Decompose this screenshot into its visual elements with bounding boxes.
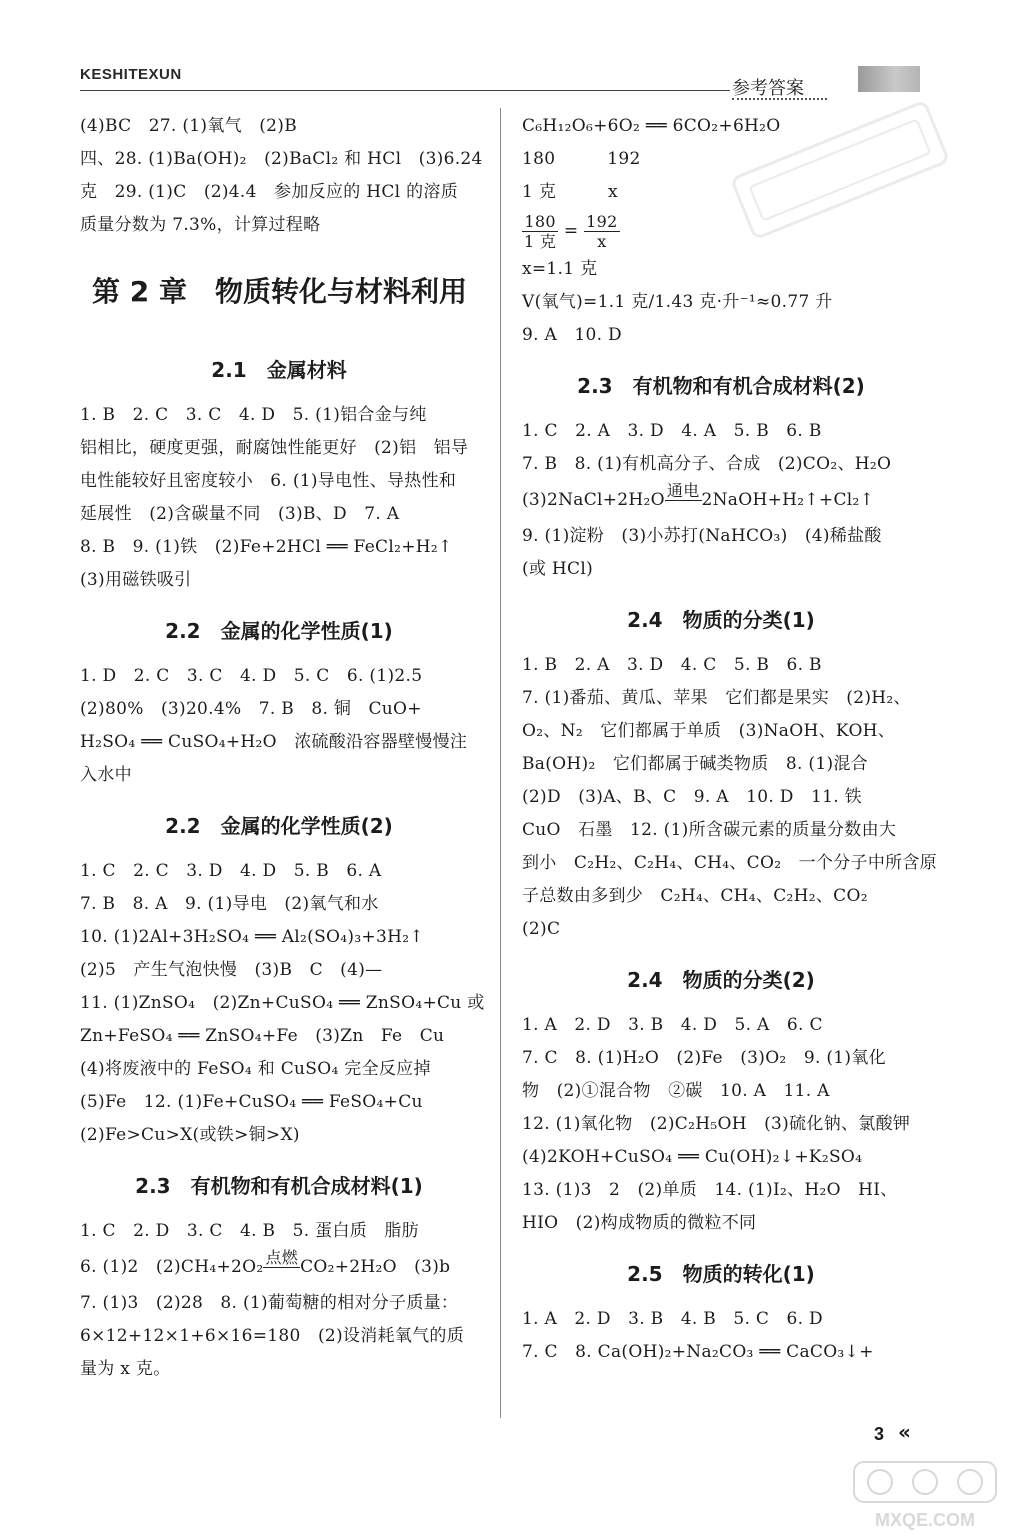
answer-line: 10. (1)2Al+3H₂SO₄ ══ Al₂(SO₄)₃+3H₂↑ — [80, 927, 424, 947]
chapter-title: 第 2 章 物质转化与材料利用 — [92, 275, 467, 308]
answer-line: 1. C 2. D 3. C 4. B 5. 蛋白质 脂肪 — [80, 1221, 419, 1241]
equals-sign: = — [563, 221, 579, 241]
answer-line: 质量分数为 7.3%，计算过程略 — [80, 215, 321, 235]
answer-line: 1. B 2. A 3. D 4. C 5. B 6. B — [522, 655, 822, 675]
answer-line: 到小 C₂H₂、C₂H₄、CH₄、CO₂ 一个分子中所含原 — [522, 853, 938, 873]
denominator: x — [597, 232, 607, 251]
answer-line: 量为 x 克。 — [80, 1359, 171, 1379]
answer-line: (2)C — [522, 919, 561, 939]
answer-line: 延展性 (2)含碳量不同 (3)B、D 7. A — [80, 504, 400, 524]
answer-line: (4)BC 27. (1)氧气 (2)B — [80, 116, 297, 136]
svg-text:MXQE.COM: MXQE.COM — [874, 1510, 976, 1530]
answer-line: 7. C 8. (1)H₂O (2)Fe (3)O₂ 9. (1)氧化 — [522, 1048, 886, 1068]
answer-line: 9. A 10. D — [522, 325, 622, 345]
section-heading: 2.2 金属的化学性质(1) — [165, 619, 393, 643]
answer-line: Zn+FeSO₄ ══ ZnSO₄+Fe (3)Zn Fe Cu — [80, 1026, 445, 1046]
answer-line: 铝相比，硬度更强，耐腐蚀性能更好 (2)铝 铝导 — [80, 438, 469, 458]
answer-line: x=1.1 克 — [522, 259, 598, 279]
header-rule — [80, 90, 730, 91]
answer-line: (2)80% (3)20.4% 7. B 8. 铜 CuO+ — [80, 699, 422, 719]
answer-line: (或 HCl) — [522, 559, 594, 579]
proportion-line — [522, 209, 920, 253]
left-column — [80, 110, 485, 1386]
answer-line: 6×12+12×1+6×16=180 (2)设消耗氧气的质 — [80, 1326, 465, 1346]
answer-line: 1. C 2. C 3. D 4. D 5. B 6. A — [80, 861, 382, 881]
answer-line: (3)用磁铁吸引 — [80, 570, 192, 590]
answer-line: O₂、N₂ 它们都属于单质 (3)NaOH、KOH、 — [522, 721, 896, 741]
denominator: 1 克 — [524, 232, 557, 251]
double-chevron-left-icon: « — [898, 1420, 911, 1444]
numerator: 192 — [586, 212, 618, 231]
answer-line: 1. A 2. D 3. B 4. D 5. A 6. C — [522, 1015, 823, 1035]
answer-line: V(氧气)=1.1 克/1.43 克·升⁻¹≈0.77 升 — [522, 292, 833, 312]
answer-line: 7. (1)3 (2)28 8. (1)葡萄糖的相对分子质量： — [80, 1293, 459, 1313]
watermark-logo — [850, 1458, 1000, 1534]
right-column — [522, 110, 938, 1369]
answer-line: 1. B 2. C 3. C 4. D 5. (1)铝合金与纯 — [80, 405, 427, 425]
answer-line: 12. (1)氧化物 (2)C₂H₅OH (3)硫化钠、氯酸钾 — [522, 1114, 911, 1134]
answer-line: (4)2KOH+CuSO₄ ══ Cu(OH)₂↓+K₂SO₄ — [522, 1147, 863, 1167]
brand-label: KESHITEXUN — [80, 66, 182, 83]
answer-line: Ba(OH)₂ 它们都属于碱类物质 8. (1)混合 — [522, 754, 868, 774]
answer-line: 180 192 — [522, 149, 641, 169]
answer-line: HIO (2)构成物质的微粒不同 — [522, 1213, 757, 1233]
section-heading: 2.3 有机物和有机合成材料(2) — [577, 374, 865, 398]
answer-line: 7. B 8. A 9. (1)导电 (2)氧气和水 — [80, 894, 379, 914]
condition-blank — [665, 501, 702, 520]
answer-line: 1. A 2. D 3. B 4. B 5. C 6. D — [522, 1309, 823, 1329]
answer-line — [522, 481, 920, 520]
reaction-condition — [665, 481, 702, 520]
answer-line: 8. B 9. (1)铁 (2)Fe+2HCl ══ FeCl₂+H₂↑ — [80, 537, 453, 557]
page-number: 3 — [874, 1424, 885, 1444]
answer-line: 子总数由多到少 C₂H₄、CH₄、C₂H₂、CO₂ — [522, 886, 868, 906]
fraction-left — [522, 212, 558, 251]
answer-line: 11. (1)ZnSO₄ (2)Zn+CuSO₄ ══ ZnSO₄+Cu 或 — [80, 993, 485, 1013]
section-heading: 2.5 物质的转化(1) — [627, 1262, 815, 1286]
answer-line: 7. (1)番茄、黄瓜、苹果 它们都是果实 (2)H₂、 — [522, 688, 911, 708]
answer-line: 克 29. (1)C (2)4.4 参加反应的 HCl 的溶质 — [80, 182, 459, 202]
answer-line: (5)Fe 12. (1)Fe+CuSO₄ ══ FeSO₄+Cu — [80, 1092, 423, 1112]
answer-line: CuO 石墨 12. (1)所含碳元素的质量分数由大 — [522, 820, 897, 840]
answer-line: (2)Fe>Cu>X(或铁>铜>X) — [80, 1125, 300, 1145]
section-heading: 2.2 金属的化学性质(2) — [165, 814, 393, 838]
section-heading: 2.4 物质的分类(1) — [627, 608, 815, 632]
answer-line: 1 克 x — [522, 182, 618, 202]
answer-line: 物 (2)①混合物 ②碳 10. A 11. A — [522, 1081, 830, 1101]
fraction-right — [584, 212, 619, 251]
section-heading: 2.3 有机物和有机合成材料(1) — [135, 1174, 423, 1198]
section-heading: 2.4 物质的分类(2) — [627, 968, 815, 992]
answer-line: H₂SO₄ ══ CuSO₄+H₂O 浓硫酸沿容器壁慢慢注 — [80, 732, 468, 752]
answer-line: 1. D 2. C 3. C 4. D 5. C 6. (1)2.5 — [80, 666, 423, 686]
equation-left: (3)2NaCl+2H₂O — [522, 490, 665, 510]
answer-line — [80, 1248, 478, 1287]
answer-line: 7. C 8. Ca(OH)₂+Na₂CO₃ ══ CaCO₃↓+ — [522, 1342, 874, 1362]
answer-line: 13. (1)3 2 (2)单质 14. (1)I₂、H₂O HI、 — [522, 1180, 898, 1200]
answer-line: C₆H₁₂O₆+6O₂ ══ 6CO₂+6H₂O — [522, 116, 781, 136]
answer-line: (4)将废液中的 FeSO₄ 和 CuSO₄ 完全反应掉 — [80, 1059, 431, 1079]
column-divider — [500, 108, 501, 1418]
answer-line: (2)5 产生气泡快慢 (3)B C (4)— — [80, 960, 383, 980]
answer-line: 电性能较好且密度较小 6. (1)导电性、导热性和 — [80, 471, 457, 491]
dotted-rule — [732, 98, 827, 100]
equation-right: CO₂+2H₂O (3)b — [300, 1257, 451, 1277]
section-heading: 2.1 金属材料 — [211, 358, 347, 382]
page-header — [80, 62, 930, 102]
equation-right: 2NaOH+H₂↑+Cl₂↑ — [701, 490, 875, 510]
answer-line: 1. C 2. A 3. D 4. A 5. B 6. B — [522, 421, 822, 441]
answer-line: 四、28. (1)Ba(OH)₂ (2)BaCl₂ 和 HCl (3)6.24 — [80, 149, 483, 169]
answer-line: 7. B 8. (1)有机高分子、合成 (2)CO₂、H₂O — [522, 454, 892, 474]
numerator: 180 — [522, 212, 558, 232]
answer-line: 入水中 — [80, 765, 132, 785]
condition-label: 通电 — [666, 481, 700, 500]
equation-left: 6. (1)2 (2)CH₄+2O₂ — [80, 1257, 264, 1277]
section-label: 参考答案 — [732, 78, 804, 99]
reaction-condition — [263, 1248, 300, 1287]
condition-label: 点燃 — [265, 1248, 299, 1267]
answer-line: (2)D (3)A、B、C 9. A 10. D 11. 铁 — [522, 787, 862, 807]
condition-blank — [263, 1268, 300, 1287]
answer-line: 9. (1)淀粉 (3)小苏打(NaHCO₃) (4)稀盐酸 — [522, 526, 882, 546]
